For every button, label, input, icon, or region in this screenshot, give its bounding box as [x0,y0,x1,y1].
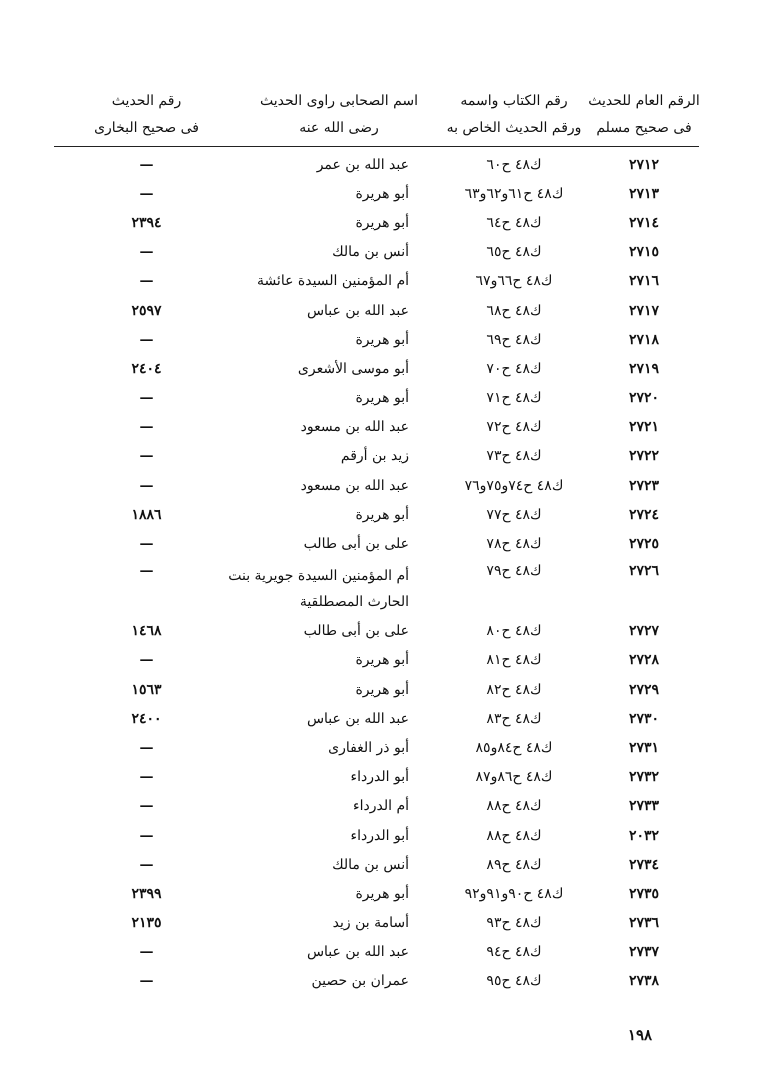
general-number-cell: ٢٧٣٣ [628,798,660,815]
general-number-cell: ٢٧٢٥ [628,536,660,553]
general-number-cell: ٢٠٣٢ [628,827,660,844]
general-number-cell: ٢٧٣٤ [628,856,660,873]
narrator-cell [239,735,439,761]
table-row [54,179,699,208]
general-number-cell: ٢٧١٩ [628,360,660,377]
narrator-cell [239,298,439,324]
narrator-cell [239,414,439,440]
bukhari-number-cell: — [139,944,154,961]
header-book-reference [439,88,589,146]
table-row [54,704,699,733]
bukhari-number-cell: — [139,973,154,990]
book-reference-cell: ك٤٨ ح٧٢ [486,419,542,436]
narrator-name: عبد الله بن مسعود [300,419,409,436]
narrator-cell [239,852,439,878]
book-reference-cell: ك٤٨ ح٨٨ [486,798,542,815]
general-number-cell: ٢٧٢١ [628,419,660,436]
book-reference-cell: ك٤٨ ح٧١ [486,390,542,407]
general-number-cell: ٢٧١٣ [628,185,660,202]
narrator-cell [239,443,439,469]
book-reference-cell: ك٤٨ ح٨١ [486,652,542,669]
header-rule [54,146,699,147]
narrator-name: عمران بن حصين [311,973,409,990]
bukhari-number-cell: — [139,331,154,348]
bukhari-number-cell: — [139,448,154,465]
book-reference-cell: ك٤٨ ح٨٠ [486,623,542,640]
book-reference-cell: ك٤٨ ح٧٣ [486,448,542,465]
book-reference-cell: ك٤٨ ح٦٩ [486,331,542,348]
narrator-name: على بن أبى طالب [303,536,409,553]
bukhari-number-cell: — [139,739,154,756]
table-row [54,559,699,617]
narrator-name: أبو هريرة [355,331,409,348]
book-reference-cell: ك٤٨ ح٦٨ [486,302,542,319]
table-body [54,150,699,996]
book-reference-cell: ك٤٨ ح٨٨ [486,827,542,844]
book-reference-cell: ك٤٨ ح٩٤ [486,944,542,961]
narrator-name: أبو هريرة [355,681,409,698]
narrator-name: عبد الله بن عمر [316,156,409,173]
table-row [54,879,699,908]
table-row [54,529,699,558]
bukhari-number-cell: ١٤٦٨ [131,623,162,640]
bukhari-number-cell: ٢٤٠٤ [131,360,162,377]
bukhari-number-cell: ١٨٨٦ [131,506,162,523]
narrator-cell [239,473,439,499]
narrator-cell [239,968,439,994]
bukhari-number-cell: — [139,652,154,669]
general-number-cell: ٢٧١٧ [628,302,660,319]
header-bukhari-number-line1: رقم الحديث [111,93,182,109]
book-reference-cell: ك٤٨ ح٧٠ [486,360,542,377]
general-number-cell: ٢٧٢٧ [628,623,660,640]
narrator-cell [239,531,439,557]
bukhari-number-cell: — [139,477,154,494]
narrator-cell [239,152,439,178]
book-reference-cell: ك٤٨ ح٦٦و٦٧ [475,273,553,290]
narrator-cell [239,327,439,353]
narrator-name: عبد الله بن مسعود [300,477,409,494]
header-general-number-line1: الرقم العام للحديث [588,93,700,109]
table-row [54,442,699,471]
table-row [54,354,699,383]
book-reference-cell: ك٤٨ ح٨٩ [486,856,542,873]
narrator-cell [239,239,439,265]
narrator-name: أبو هريرة [355,652,409,669]
header-general-number [589,88,699,146]
narrator-cell [239,823,439,849]
narrator-name: على بن أبى طالب [303,623,409,640]
narrator-cell [239,502,439,528]
table-row [54,471,699,500]
narrator-name-continued: الحارث المصطلقية [299,593,409,610]
bukhari-number-cell: ٢٤٠٠ [131,710,162,727]
narrator-name: عبد الله بن عباس [306,302,409,319]
table-row [54,938,699,967]
table-row [54,909,699,938]
narrator-cell [239,181,439,207]
book-reference-cell: ك٤٨ ح٦٥ [486,244,542,261]
general-number-cell: ٢٧٣٥ [628,885,660,902]
table-row [54,646,699,675]
narrator-name: أبو هريرة [355,506,409,523]
general-number-cell: ٢٧٢٨ [628,652,660,669]
general-number-cell: ٢٧١٢ [628,156,660,173]
general-number-cell: ٢٧١٨ [628,331,660,348]
bukhari-number-cell: — [139,390,154,407]
narrator-name: أم المؤمنين السيدة جويرية بنت [228,567,409,584]
table-row [54,792,699,821]
book-reference-cell: ك٤٨ ح٨٣ [486,710,542,727]
bukhari-number-cell: — [139,856,154,873]
narrator-name: أسامة بن زيد [332,915,409,932]
bukhari-number-cell: ٢٣٩٤ [131,214,162,231]
bukhari-number-cell: — [139,244,154,261]
general-number-cell: ٢٧١٤ [628,214,660,231]
general-number-cell: ٢٧٢٩ [628,681,660,698]
table-row [54,325,699,354]
book-reference-cell: ك٤٨ ح٩٠و٩١و٩٢ [464,885,564,902]
general-number-cell: ٢٧٢٤ [628,506,660,523]
bukhari-number-cell: — [139,156,154,173]
book-reference-cell: ك٤٨ ح٦٠ [486,156,542,173]
narrator-cell [239,618,439,644]
narrator-cell [239,385,439,411]
narrator-cell [239,268,439,294]
table-header [54,88,699,146]
book-reference-cell: ك٤٨ ح٨٦و٨٧ [475,769,553,786]
general-number-cell: ٢٧٣٨ [628,973,660,990]
general-number-cell: ٢٧٢٢ [628,448,660,465]
book-reference-cell: ك٤٨ ح٧٩ [486,562,542,579]
table-row [54,967,699,996]
bukhari-number-cell: — [139,769,154,786]
narrator-cell [239,764,439,790]
bukhari-number-cell: — [139,827,154,844]
bukhari-number-cell: ٢٣٩٩ [131,885,162,902]
table-row [54,150,699,179]
general-number-cell: ٢٧٢٣ [628,477,660,494]
header-bukhari-number [54,88,239,146]
narrator-name: عبد الله بن عباس [306,710,409,727]
narrator-cell [239,881,439,907]
book-reference-cell: ك٤٨ ح٧٧ [486,506,542,523]
bukhari-number-cell: — [139,536,154,553]
bukhari-number-cell: ٢٥٩٧ [131,302,162,319]
general-number-cell: ٢٧٣٢ [628,769,660,786]
narrator-name: أبو الدرداء [350,827,409,844]
narrator-name: أبو هريرة [355,390,409,407]
narrator-name: أبو ذر الغفارى [328,739,409,756]
general-number-cell: ٢٧٢٠ [628,390,660,407]
narrator-cell [239,356,439,382]
narrator-name: أبو هريرة [355,185,409,202]
narrator-cell [239,210,439,236]
page-number: ١٩٨ [627,1026,653,1044]
table-row [54,238,699,267]
narrator-cell [239,647,439,673]
book-reference-cell: ك٤٨ ح٦٤ [486,214,542,231]
bukhari-number-cell: — [139,562,154,579]
book-reference-cell: ك٤٨ ح٧٨ [486,536,542,553]
header-narrator-line1: اسم الصحابى راوى الحديث [260,93,419,109]
book-reference-cell: ك٤٨ ح٩٥ [486,973,542,990]
header-book-reference-line2: ورقم الحديث الخاص به [446,120,582,136]
header-book-reference-line1: رقم الكتاب واسمه [460,93,568,109]
narrator-cell [239,706,439,732]
narrator-name: أبو الدرداء [350,769,409,786]
bukhari-number-cell: — [139,798,154,815]
table-row [54,675,699,704]
general-number-cell: ٢٧٣٠ [628,710,660,727]
table-row [54,413,699,442]
general-number-cell: ٢٧٣٧ [628,944,660,961]
narrator-name: زيد بن أرقم [340,448,409,465]
narrator-name: أبو هريرة [355,214,409,231]
book-reference-cell: ك٤٨ ح٩٣ [486,915,542,932]
bukhari-number-cell: ١٥٦٣ [131,681,162,698]
narrator-cell [239,677,439,703]
narrator-cell [228,563,439,615]
general-number-cell: ٢٧١٦ [628,273,660,290]
general-number-cell: ٢٧١٥ [628,244,660,261]
bukhari-number-cell: — [139,273,154,290]
table-row [54,821,699,850]
narrator-name: أبو هريرة [355,885,409,902]
book-reference-cell: ك٤٨ ح٨٢ [486,681,542,698]
narrator-name: أم المؤمنين السيدة عائشة [256,273,409,290]
header-narrator-line2: رضى الله عنه [299,120,379,136]
table-row [54,500,699,529]
table-row [54,763,699,792]
table-row [54,296,699,325]
table-row [54,208,699,237]
narrator-name: أنس بن مالك [332,244,409,261]
general-number-cell: ٢٧٣١ [628,739,660,756]
general-number-cell: ٢٧٣٦ [628,915,660,932]
bukhari-number-cell: ٢١٣٥ [131,915,162,932]
table-row [54,267,699,296]
narrator-name: أنس بن مالك [332,856,409,873]
book-reference-cell: ك٤٨ ح٦١و٦٢و٦٣ [464,185,564,202]
book-reference-cell: ك٤٨ ح٧٤و٧٥و٧٦ [464,477,564,494]
bukhari-number-cell: — [139,185,154,202]
narrator-cell [239,939,439,965]
general-number-cell: ٢٧٢٦ [628,562,660,579]
narrator-name: أم الدرداء [353,798,409,815]
bukhari-number-cell: — [139,419,154,436]
narrator-cell [239,793,439,819]
table-row [54,733,699,762]
narrator-name: عبد الله بن عباس [306,944,409,961]
book-reference-cell: ك٤٨ ح٨٤و٨٥ [475,739,553,756]
table-row [54,850,699,879]
header-general-number-line2: فى صحيح مسلم [596,120,692,136]
table-row [54,617,699,646]
header-narrator [239,88,439,146]
table-row [54,384,699,413]
narrator-name: أبو موسى الأشعرى [297,360,409,377]
header-bukhari-number-line2: فى صحيح البخارى [94,120,199,136]
narrator-cell [239,910,439,936]
